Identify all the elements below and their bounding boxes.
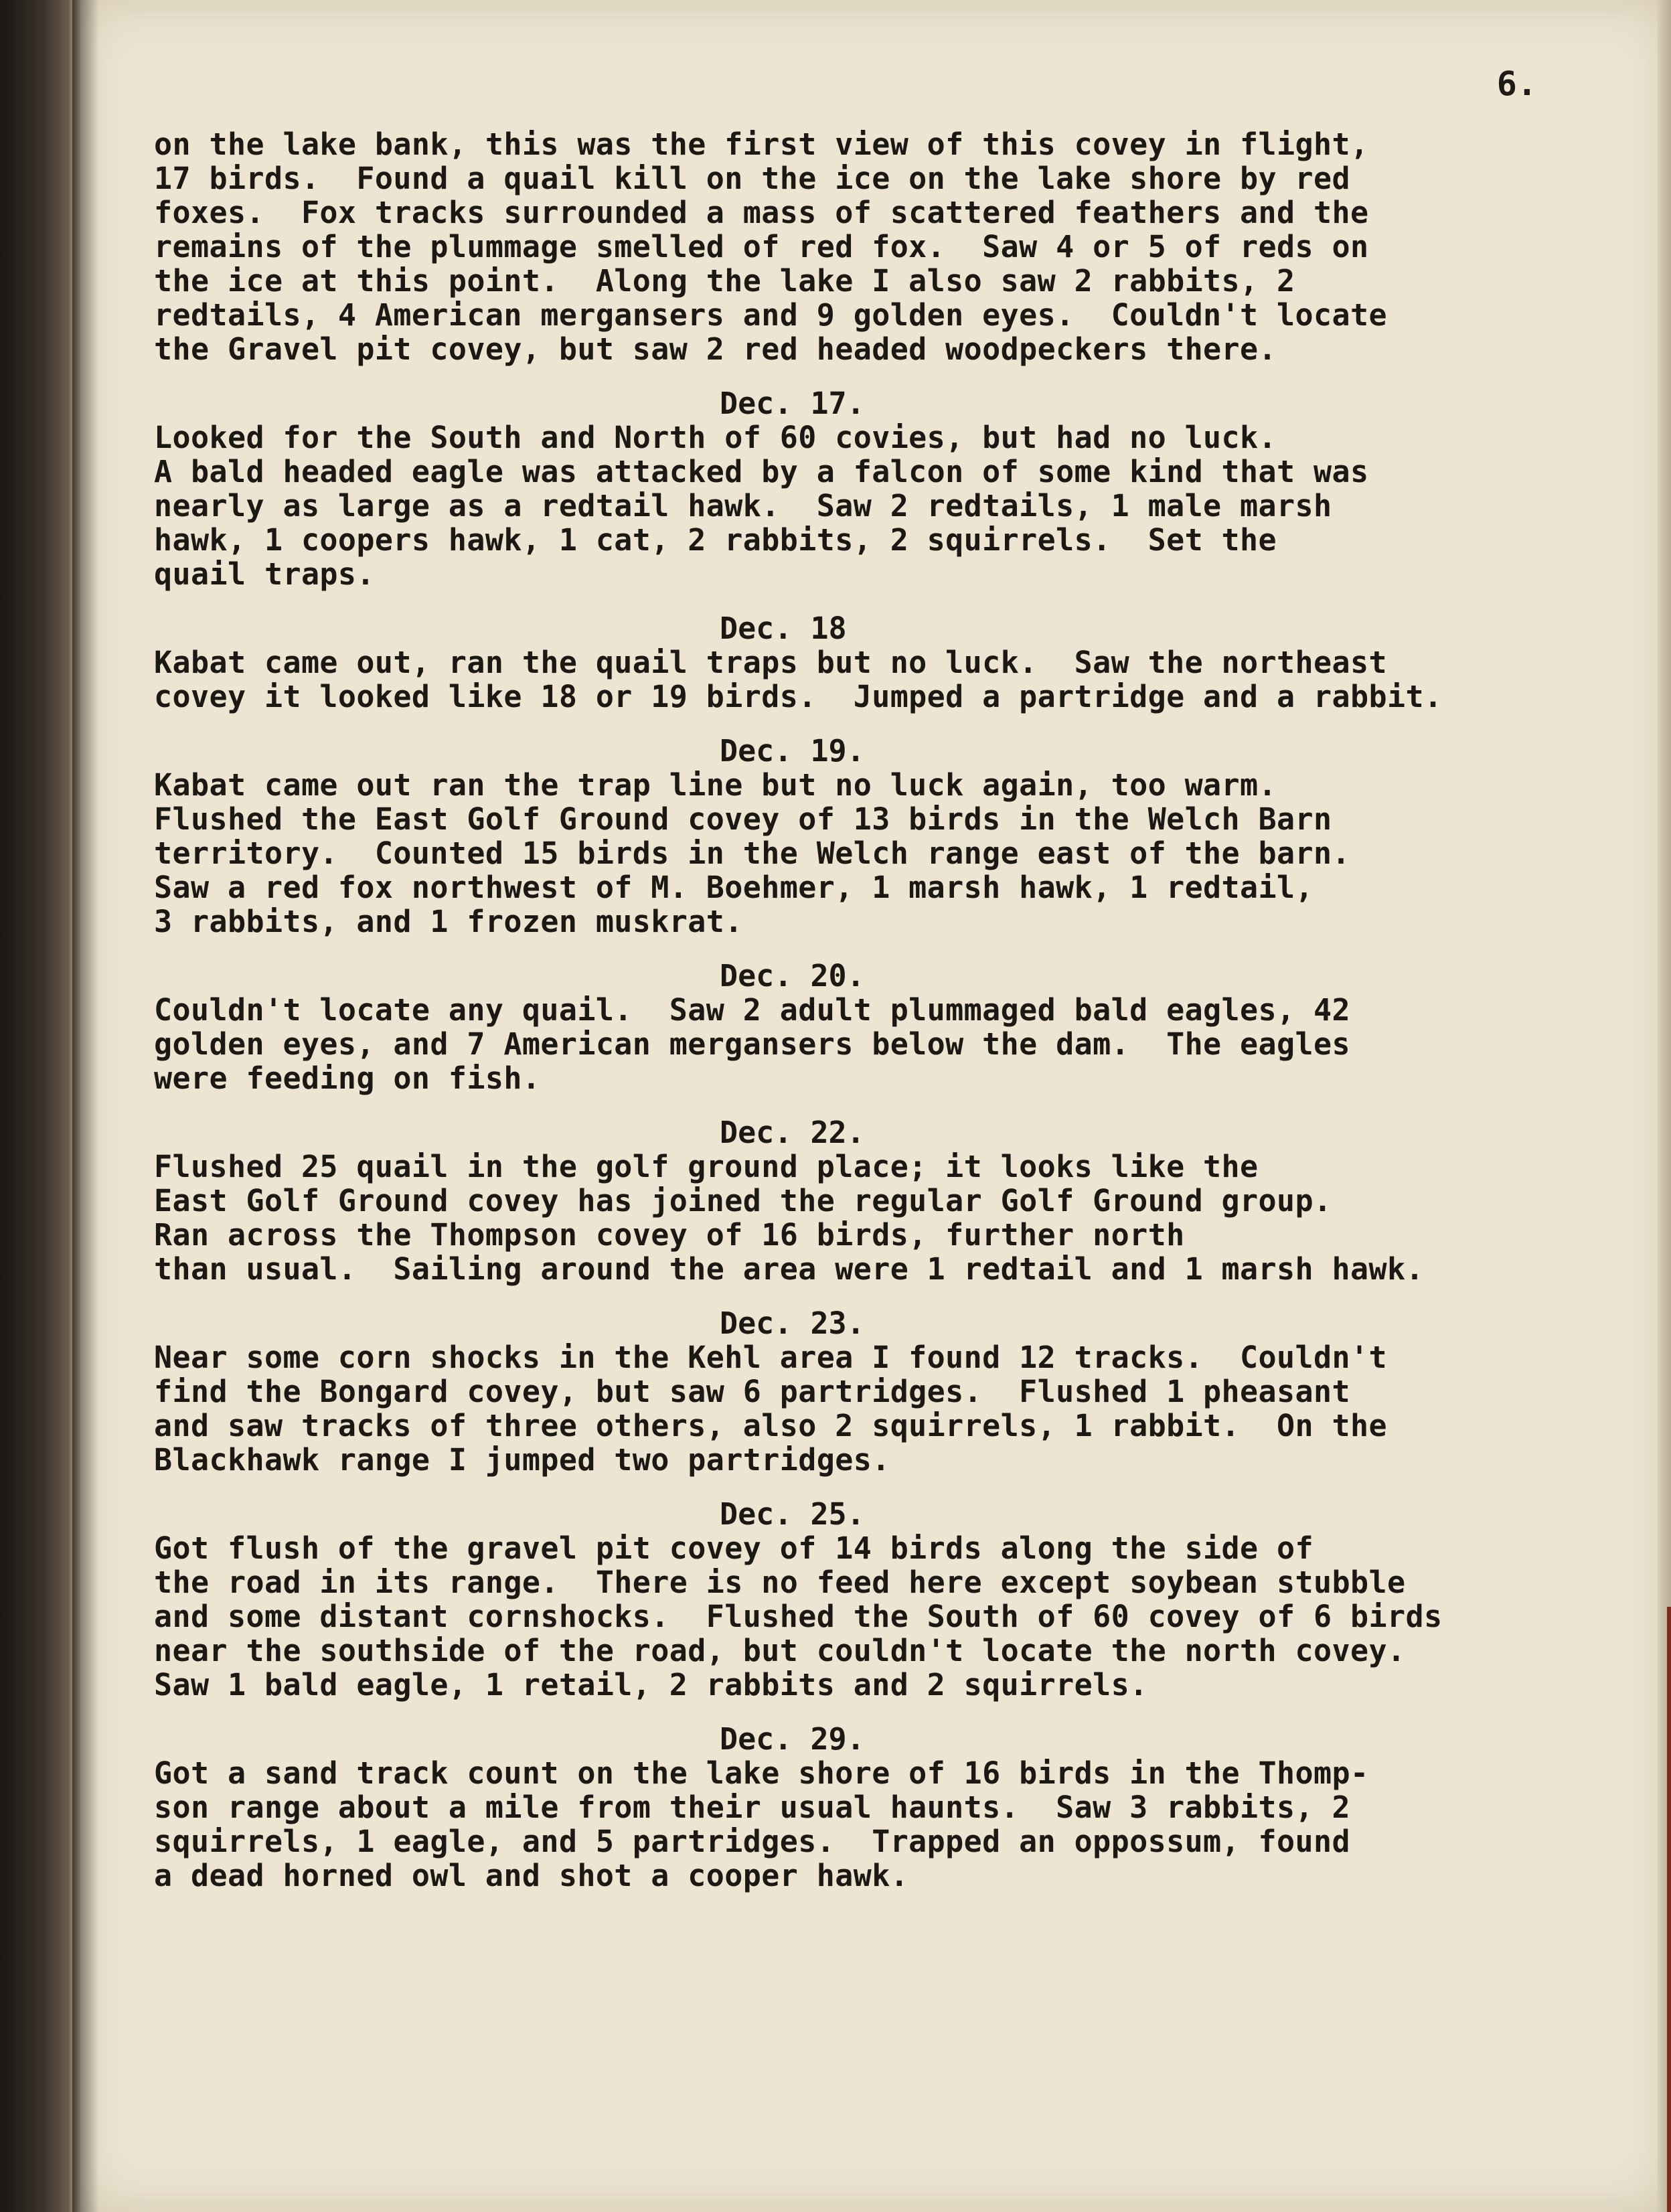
entry-date: Dec. 18: [720, 611, 847, 646]
text-line: squirrels, 1 eagle, and 5 partridges. Trapped an oppossum, found: [154, 1824, 1350, 1859]
entry-date: Dec. 20.: [720, 958, 865, 994]
entry-date: Dec. 29.: [720, 1721, 865, 1757]
text-line: Got a sand track count on the lake shore of 16 birds in the Thomp-: [154, 1755, 1369, 1791]
text-line: the ice at this point. Along the lake I also saw 2 rabbits, 2: [154, 263, 1295, 299]
page-number: 6.: [1496, 64, 1537, 103]
text-line: the road in its range. There is no feed here except soybean stubble: [154, 1565, 1406, 1600]
entry-date: Dec. 23.: [720, 1306, 865, 1341]
text-line: were feeding on fish.: [154, 1060, 541, 1096]
text-line: Got flush of the gravel pit covey of 14 birds along the side of: [154, 1530, 1314, 1566]
text-line: son range about a mile from their usual haunts. Saw 3 rabbits, 2: [154, 1790, 1350, 1825]
journal-entry: [154, 1306, 1560, 1477]
text-line: A bald headed eagle was attacked by a falcon of some kind that was: [154, 454, 1369, 489]
entry-date: Dec. 19.: [720, 733, 865, 769]
text-line: remains of the plummage smelled of red fox. Saw 4 or 5 of reds on: [154, 229, 1369, 264]
text-line: Saw a red fox northwest of M. Boehmer, 1 marsh hawk, 1 redtail,: [154, 870, 1314, 905]
text-line: on the lake bank, this was the first view of this covey in flight,: [154, 127, 1369, 162]
text-line: 3 rabbits, and 1 frozen muskrat.: [154, 904, 743, 939]
text-line: Couldn't locate any quail. Saw 2 adult plummaged bald eagles, 42: [154, 992, 1350, 1028]
entry-date: Dec. 25.: [720, 1496, 865, 1532]
text-line: hawk, 1 coopers hawk, 1 cat, 2 rabbits, 2 squirrels. Set the: [154, 522, 1277, 558]
text-line: redtails, 4 American mergansers and 9 golden eyes. Couldn't locate: [154, 297, 1387, 333]
text-line: and some distant cornshocks. Flushed the South of 60 covey of 6 birds: [154, 1599, 1443, 1634]
text-line: nearly as large as a redtail hawk. Saw 2 redtails, 1 male marsh: [154, 488, 1332, 524]
journal-entry: [154, 734, 1560, 939]
text-line: territory. Counted 15 birds in the Welch range east of the barn.: [154, 836, 1350, 871]
intro-paragraph: [154, 127, 1560, 366]
text-line: quail traps.: [154, 556, 375, 592]
text-line: Flushed 25 quail in the golf ground place; it looks like the: [154, 1149, 1259, 1184]
entry-date: Dec. 22.: [720, 1115, 865, 1150]
text-line: than usual. Sailing around the area were 1 redtail and 1 marsh hawk.: [154, 1251, 1424, 1287]
text-line: Kabat came out, ran the quail traps but no luck. Saw the northeast: [154, 645, 1387, 680]
book-binding: [0, 0, 80, 2212]
text-line: near the southside of the road, but couldn't locate the north covey.: [154, 1633, 1406, 1668]
text-line: Blackhawk range I jumped two partridges.: [154, 1442, 890, 1478]
journal-entry: [154, 611, 1560, 714]
text-line: 17 birds. Found a quail kill on the ice on the lake shore by red: [154, 161, 1350, 196]
typed-text-body: [154, 127, 1560, 1893]
text-line: golden eyes, and 7 American mergansers below the dam. The eagles: [154, 1026, 1350, 1062]
journal-entry: [154, 386, 1560, 591]
text-line: and saw tracks of three others, also 2 squirrels, 1 rabbit. On the: [154, 1408, 1387, 1443]
journal-entry: [154, 1115, 1560, 1286]
text-line: Looked for the South and North of 60 covies, but had no luck.: [154, 420, 1277, 455]
text-line: Near some corn shocks in the Kehl area I found 12 tracks. Couldn't: [154, 1340, 1387, 1375]
text-line: Kabat came out ran the trap line but no luck again, too warm.: [154, 767, 1277, 803]
text-line: Saw 1 bald eagle, 1 retail, 2 rabbits and 2 squirrels.: [154, 1667, 1148, 1703]
text-line: Flushed the East Golf Ground covey of 13 birds in the Welch Barn: [154, 801, 1332, 837]
journal-entry: [154, 959, 1560, 1095]
text-line: find the Bongard covey, but saw 6 partridges. Flushed 1 pheasant: [154, 1374, 1350, 1409]
text-line: foxes. Fox tracks surrounded a mass of scattered feathers and the: [154, 195, 1369, 230]
entry-date: Dec. 17.: [720, 386, 865, 421]
text-line: East Golf Ground covey has joined the regular Golf Ground group.: [154, 1183, 1332, 1218]
cover-edge: [1667, 1607, 1671, 2212]
gutter-shadow: [72, 0, 99, 2212]
journal-entry: [154, 1497, 1560, 1702]
text-line: the Gravel pit covey, but saw 2 red headed woodpeckers there.: [154, 331, 1277, 367]
text-line: a dead horned owl and shot a cooper hawk.: [154, 1858, 909, 1893]
text-line: covey it looked like 18 or 19 birds. Jumped a partridge and a rabbit.: [154, 679, 1443, 714]
journal-entry: [154, 1722, 1560, 1893]
text-line: Ran across the Thompson covey of 16 birds, further north: [154, 1217, 1185, 1253]
